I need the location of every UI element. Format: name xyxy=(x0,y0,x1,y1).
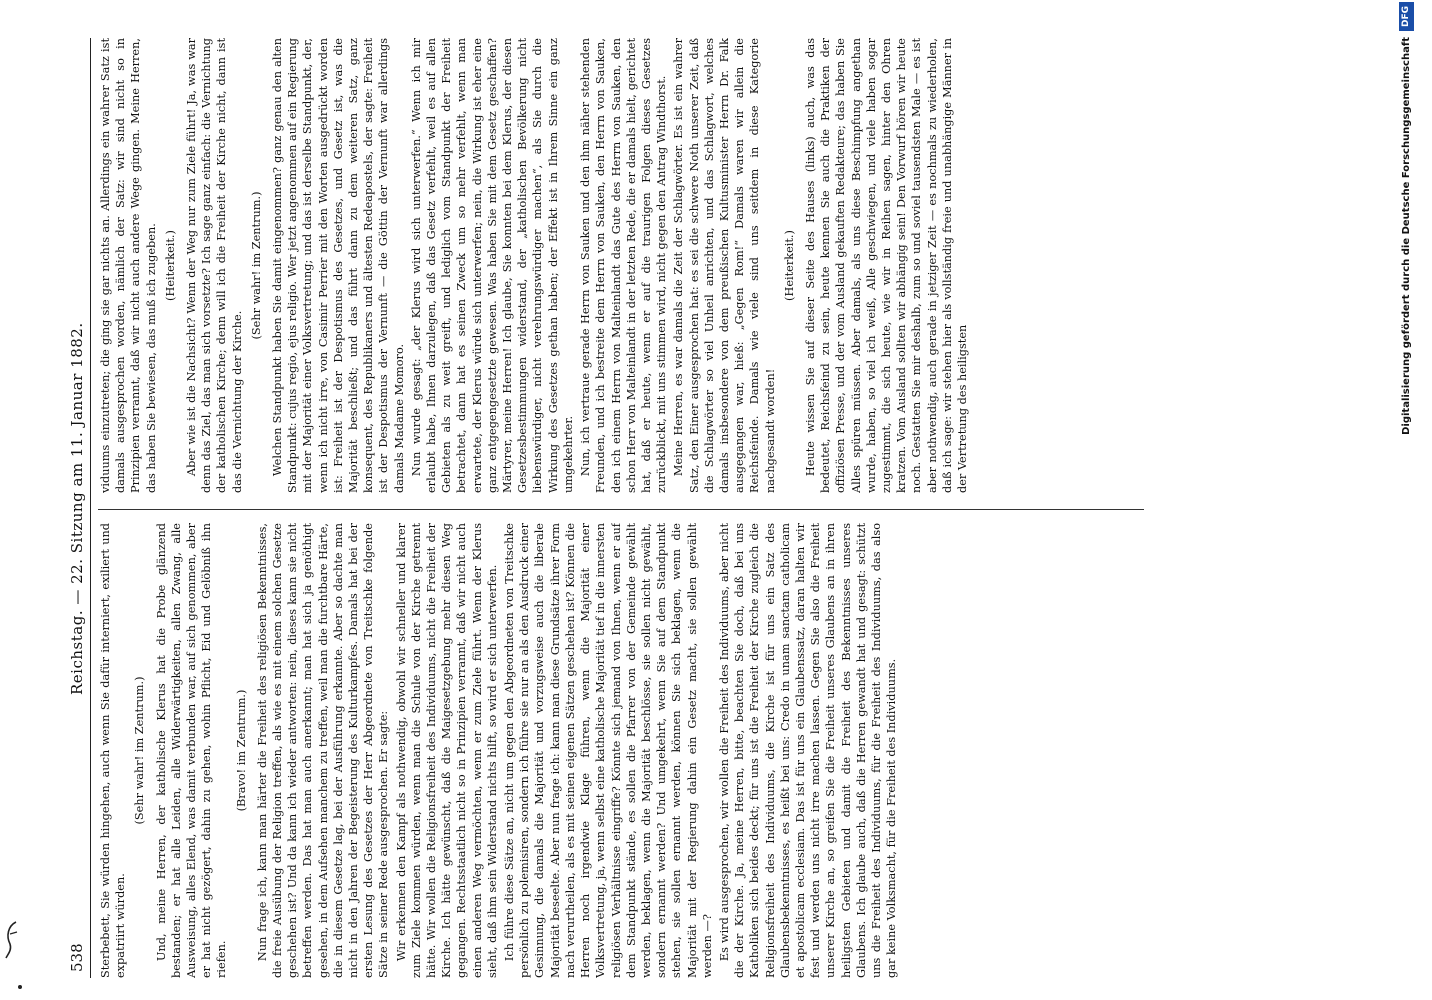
text-columns xyxy=(98,38,1144,978)
paragraph: Sterbebett, Sie würden hingehen, auch wenn Sie dafür interniert, exiliert und expatriirt würden. xyxy=(99,523,128,978)
paragraph: Nun frage ich, kann man härter die Freiheit des religiösen Bekenntnisses, die freie Ausübung der Religion treffen, als wie es mit einem solchen Gesetze geschehen ist? Und da kann ich wieder antworten: nein, dieses kann sie nicht betreffen werden. Das hat man auch anerkannt; man hat sich ja genöthigt gesehen, in dem Aufsehen manchem zu treffen, weil man die furchtbare Härte, die in diesem Gesetze lag, bei der Ausführung erkannte. Aber so dachte man nicht in den Jahren der Begeisterung des Kulturkampfes. Damals hat bei der ersten Lesung des Gesetzes der Herr Abgeordnete von Treitschke folgende Sätze in seiner Rede ausgesprochen. Er sagte: xyxy=(255,523,391,978)
scan-dot xyxy=(18,985,22,989)
paragraph: Nun wurde gesagt: „der Klerus wird sich unterwerfen.“ Wenn ich mir erlaubt habe, Ihnen darzulegen, daß das Gesetz verfehlt, weil es auf allen Gebieten als zu weit greift, und lediglich vom Standpunkt der Freiheit betrachtet, dann hat es seinen Zweck um so mehr verfehlt, wenn man erwartete, der Klerus würde sich unterwerfen; nein, die Wirkung ist eher eine ganz entgegengesetzte gewesen. Was haben Sie mit dem Gesetz geschaffen? Märtyrer, meine Herren! Ich glaube, Sie konnten bei dem Klerus, der diesen Gesetzesbestimmungen widerstand, der „katholischen Bevölkerung nicht liebenswürdiger, nicht verehrungswürdiger machen“, als Sie durch die Wirkung des Gesetzes gethan haben; der Effekt ist in Ihrem Sinne ein ganz umgekehrter. xyxy=(409,38,575,493)
page-content xyxy=(64,38,1144,978)
right-column xyxy=(98,38,1144,493)
paragraph: Es wird ausgesprochen, wir wollen die Freiheit des Individuums, aber nicht die der Kirche. Ja, meine Herren, bitte, beachten Sie doch, daß bei uns Katholiken sich beides deckt; für uns ist die Freiheit der Kirche zugleich die Religionsfreiheit des Individuums, die Kirche ist für uns ein Satz des Glaubensbekenntnisses, es heißt bei uns: Credo in unam sanctam catholicam et apostolicam ecclesiam. Das ist für uns ein Glaubenssatz, daran halten wir fest und werden uns nicht irre machen lassen. Gegen Sie also die Freiheit unserer Kirche an, so greifen Sie die Freiheit unseres Glaubens an in ihren heiligsten Gebieten und damit die Freiheit des Bekenntnisses unseres Glaubens. Ich glaube auch, daß die Herren gewandt hat und gesagt: schützt uns die Freiheit des Individuums, für die Freiheit des Individuums, das also gar keine Volksmacht, für die Freiheit des Individuums. xyxy=(717,523,899,978)
paragraph: Nun, ich vertraue gerade Herrn von Sauken und den ihm näher stehenden Freunden, und ich bestreite dem Herrn von Sauken, den Herrn von Sauken, den ich einem Herrn von Malteinlandt das Gute des Herrn von Sauken, den schon Herr von Malteinlandt in der letzten Rede, die er damals hielt, gerichtet hat, daß er heute, wenn er auf die traurigen Folgen dieses Gesetzes zurückblickt, mit uns stimmen wird, nicht gegen den Antrag Windthorst. xyxy=(579,38,669,493)
quotation: Wir erkennen den Kampf als nothwendig, obwohl wir schneller und klarer zum Ziele kommen würden, wenn man die Schule von der Kirche getrennt hätte. Wir wollen die Religionsfreiheit des Individuums, nicht die Freiheit der Kirche. Ich hätte gewünscht, daß die Maigesetzgebung mehr diesen Weg gegangen. Rechtsstaatlich nicht so in Prinzipien verrannt, daß wir nicht auch einen anderen Weg vermöchten, wenn er zum Ziele führt. Wenn der Klerus sieht, daß ihm sein Widerstand nichts hilft, so wird er sich unterwerfen. xyxy=(394,523,499,978)
interjection: (Heiterkeit.) xyxy=(163,230,177,301)
paragraph: Aber wie ist die Nachsicht? Wenn der Weg nur zum Ziele führt! Ja, was war denn das Ziel, das man sich vorsetzte? Ich sage ganz einfach: die Vernichtung der katholischen Kirche; denn will ich die Freiheit der Kirche nicht, dann ist das die Vernichtung der Kirche. xyxy=(185,38,244,493)
interjection: (Heiterkeit.) xyxy=(782,230,796,301)
paragraph: Und, meine Herren, der katholische Klerus hat die Probe glänzend bestanden; er hat alle Leiden, alle Widerwärtigkeiten, allen Zwang, alle Ausweisung, alles Elend, was damit verbunden war, auf sich genommen, aber er hat nicht gezögert, dahin zu gehen, wohin Pflicht, Eid und Gelöbniß ihn riefen. xyxy=(154,523,229,978)
interjection: (Sehr wahr! im Zentrum.) xyxy=(249,191,263,340)
session-title: Reichstag. — 22. Sitzung am 11. Januar 1882. xyxy=(68,322,86,695)
header-rule xyxy=(90,38,91,978)
paragraph: viduums einzutreten; die ging sie gar nichts an. Allerdings ein wahrer Satz ist damals ausgesprochen worden, nämlich der Satz: wir sind nicht so in Prinzipien verrannt, daß wir nicht auch andere Wege gingen. Meine Herren, das haben Sie bewiesen, das muß ich zugeben. xyxy=(99,38,158,493)
paragraph: Ich führe diese Sätze an, nicht um gegen den Abgeordneten von Treitschke persönlich zu polemisiren, sondern ich führe sie nur an als den Ausdruck einer Gesinnung, die damals die Majorität und vorzugsweise auch die liberale Majorität beseelte. Aber nun frage ich: kann man diese Grundsätze ihrer Form nach verurtheilen, als es mit seinen eigenen Sätzen geschehen ist? Können die Herren noch irgendwie Klage führen, wenn die Majorität einer Volksvertretung, ja, wenn selbst eine katholische Majorität tief in die innersten religiösen Verhältnisse eingriffe? Könnte sich jemand von Ihnen, wenn er auf dem Standpunkt stände, es sollen die Pfarrer von der Gemeinde gewählt werden, beklagen, wenn die Majorität beschlösse, sie sollen nicht gewählt, sondern ernannt werden? Und umgekehrt, wenn Sie auf dem Standpunkt stehen, sie sollen ernannt werden, können Sie sich beklagen, wenn die Majorität mit der Regierung dahin ein Gesetz macht, sie sollen gewählt werden —? xyxy=(503,523,714,978)
left-column xyxy=(98,523,1144,978)
paragraph: Meine Herren, es war damals die Zeit der Schlagwörter. Es ist ein wahrer Satz, den Einer ausgesprochen hat: es sei die schwere Noth unserer Zeit, daß die Schlagwörter so viel Unheil anrichten, und das Schlagwort, welches damals insbesondere von dem preußischen Kultusminister Herrn Dr. Falk ausgegangen war, hieß: „Gegen Rom!“ Damals waren wir allein die Reichsfeinde. Damals wie viele sind uns seitdem in diese Kategorie nachgesandt worden! xyxy=(672,38,777,493)
column-divider xyxy=(98,509,1144,510)
paragraph: Heute wissen Sie auf dieser Seite des Hauses (links) auch, was das bedeutet, Reichsfeind zu sein, heute kennen Sie auch die Praktiken der offiziösen Presse, und der vom Ausland gekauften Redakteure; das haben Sie Alles spüren müssen. Aber damals, als uns diese Beschimpfung angethan wurde, haben, so viel ich weiß, Alle geschwiegen, und viele haben sogar zugestimmt, die sich heute, wie wir in Reihen sagen, hinter den Ohren kratzen. Vom Ausland sollten wir abhängig sein! Den Vorwurf hören wir heute noch. Gestatten Sie mir deshalb, zum so und soviel tausendsten Male — es ist aber nothwendig, auch gerade in jetziger Zeit — es nochmals zu wiederholen, daß ich sage: wir stehen hier als vollständig freie und unabhängige Männer in der Vertretung des heiligsten xyxy=(803,38,969,493)
interjection: (Bravo! im Zentrum.) xyxy=(234,689,248,812)
dfg-logo: DFG xyxy=(1399,2,1414,31)
scan-artifact-icon xyxy=(4,920,20,960)
funding-notice xyxy=(1386,0,1426,1000)
page-number: 538 xyxy=(68,943,86,972)
interjection: (Sehr wahr! im Zentrum.) xyxy=(133,676,147,825)
funding-notice-text: Digitalisierung gefördert durch die Deutsche Forschungsgemeinschaft xyxy=(1400,37,1412,435)
running-head xyxy=(64,38,86,978)
paragraph: Welchen Standpunkt haben Sie damit eingenommen? ganz genau den alten Standpunkt: cujus regio, ejus religio. Wer jetzt angenommen auf ein Regierung mit der Majorität einer Volksvertretung; und das ist derselbe Standpunkt, der, wenn ich nicht irre, von Casimir Perrier mit den Worten ausgedrückt worden ist: Freiheit ist der Despotismus des Gesetzes, und Gesetz ist, was die Majorität beschließt; und das führt dann zu dem weiteren Satz, ganz konsequent, des Republikaners und ältesten Redeapostels, der sagte: Freiheit ist der Despotismus der Vernunft — die Göttin der Vernunft war allerdings damals Madame Momoro. xyxy=(271,38,406,493)
